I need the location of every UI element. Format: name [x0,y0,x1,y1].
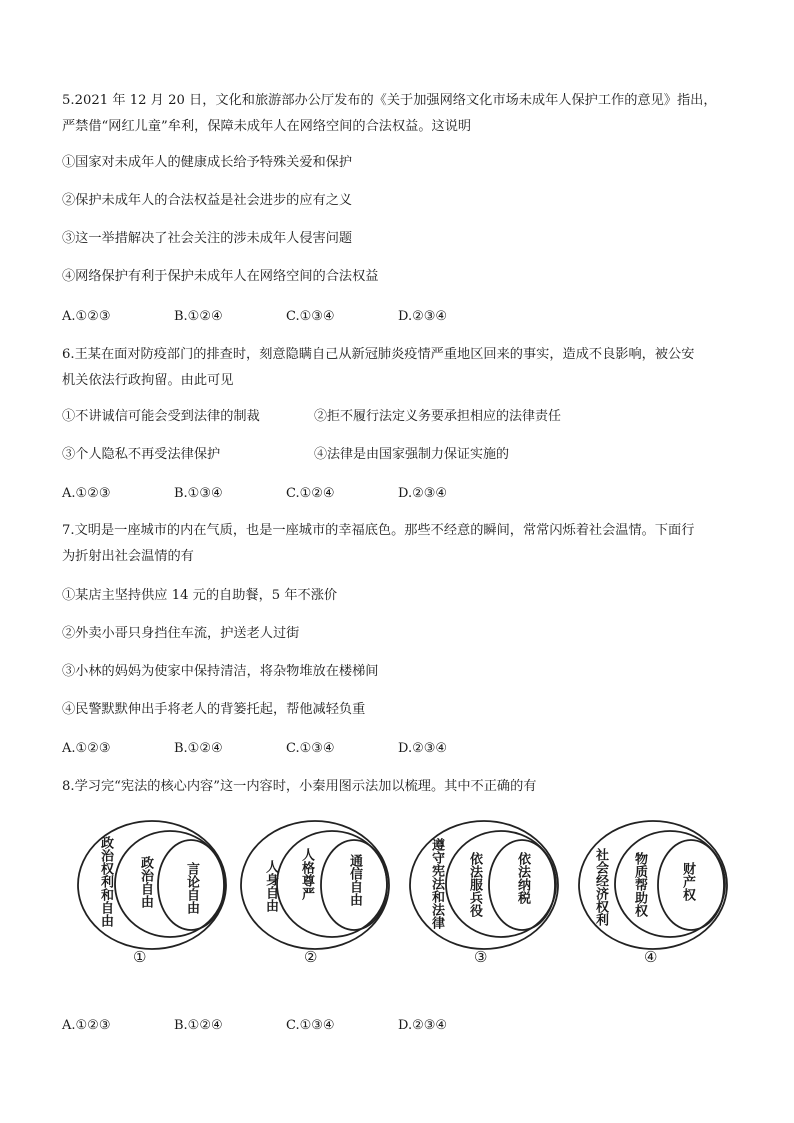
q8-option-a: A.①②③ [62,1018,111,1033]
d3-inner-label: 依法纳税 [515,852,530,904]
q5-item-2: ②保护未成年人的合法权益是社会进步的应有之义 [62,193,353,208]
q5-item-3: ③这一举措解决了社会关注的涉未成年人侵害问题 [62,231,353,246]
d3-number: ③ [474,948,488,966]
q5-option-a: A.①②③ [62,309,111,324]
d3-outer-label: 遵守宪法和法律 [429,838,444,929]
q5-item-4: ④网络保护有利于保护未成年人在网络空间的合法权益 [62,269,379,284]
q7-option-d: D.②③④ [398,741,448,756]
q7-item-2: ②外卖小哥只身挡住车流，护送老人过街 [62,626,300,641]
q7-stem-line1: 7.文明是一座城市的内在气质，也是一座城市的幸福底色。那些不经意的瞬间，常常闪烁着社会温情。下面行 [62,523,695,538]
d1-middle-label: 政治自由 [138,856,153,908]
d1-number: ① [133,948,147,966]
q8-stem: 8.学习完“宪法的核心内容”这一内容时，小秦用图示法加以梳理。其中不正确的有 [62,779,537,794]
q7-item-4: ④民警默默伸出手将老人的背篓托起，帮他减轻负重 [62,702,366,717]
q6-item-2: ②拒不履行法定义务要承担相应的法律责任 [314,409,562,424]
q6-option-c: C.①②④ [286,486,335,501]
q8-option-d: D.②③④ [398,1018,448,1033]
q6-item-4: ④法律是由国家强制力保证实施的 [314,447,510,462]
q6-option-d: D.②③④ [398,486,448,501]
q7-stem-line2: 为折射出社会温情的有 [62,549,194,564]
q7-option-b: B.①②④ [174,741,223,756]
d2-inner-label: 通信自由 [347,854,362,906]
q6-stem-line2: 机关依法行政拘留。由此可见 [62,373,234,388]
q7-option-a: A.①②③ [62,741,111,756]
q6-option-b: B.①③④ [174,486,223,501]
q6-item-3: ③个人隐私不再受法律保护 [62,447,221,462]
q8-diagrams [70,818,730,968]
d4-outer-label: 社会经济权利 [593,848,608,926]
q6-option-a: A.①②③ [62,486,111,501]
q5-option-c: C.①③④ [286,309,335,324]
q5-option-d: D.②③④ [398,309,448,324]
d2-outer-label: 人身自由 [263,860,278,912]
d4-inner-label: 财产权 [680,862,695,901]
q8-option-b: B.①②④ [174,1018,223,1033]
d4-middle-label: 物质帮助权 [632,852,647,917]
d2-number: ② [304,948,318,966]
q6-item-1: ①不讲诚信可能会受到法律的制裁 [62,409,260,424]
q8-circle-diagrams [70,818,730,968]
q7-item-1: ①某店主坚持供应 14 元的自助餐，5 年不涨价 [62,588,338,603]
q7-item-3: ③小林的妈妈为使家中保持清洁，将杂物堆放在楼梯间 [62,664,379,679]
d2-middle-label: 人格尊严 [299,848,314,900]
d4-number: ④ [644,948,658,966]
d1-inner-label: 言论自由 [184,862,199,914]
q5-stem-line2: 严禁借“网红儿童”牟利，保障未成年人在网络空间的合法权益。这说明 [62,119,472,134]
q8-option-c: C.①③④ [286,1018,335,1033]
q5-option-b: B.①②④ [174,309,223,324]
q5-stem-line1: 5.2021 年 12 月 20 日，文化和旅游部办公厅发布的《关于加强网络文化市场未成年人保护工作的意见》指出， [62,93,717,108]
d1-outer-label: 政治权利和自由 [98,836,113,927]
d3-middle-label: 依法服兵役 [467,852,482,917]
q6-stem-line1: 6.王某在面对防疫部门的排查时，刻意隐瞒自己从新冠肺炎疫情严重地区回来的事实，造成不良影响，被公安 [62,347,695,362]
q5-item-1: ①国家对未成年人的健康成长给予特殊关爱和保护 [62,155,353,170]
q7-option-c: C.①③④ [286,741,335,756]
